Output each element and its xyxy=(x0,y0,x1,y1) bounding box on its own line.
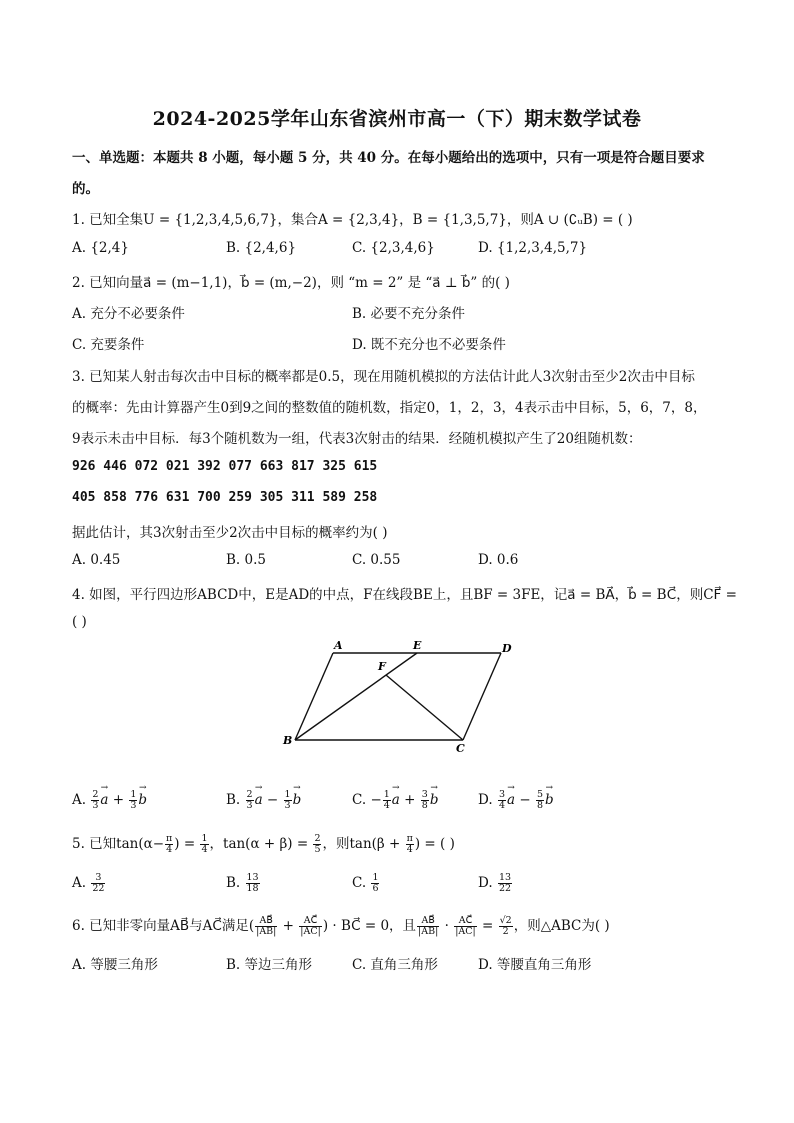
fraction: $\frac{2}{5}$ xyxy=(314,833,321,855)
fraction: $\frac{AB⃗}{|AB|}$ xyxy=(418,915,439,937)
fraction: $\frac{1}{3}$ xyxy=(130,789,137,811)
fraction: $\frac{3}{22}$ xyxy=(92,872,105,894)
q1-option-b[interactable]: B. {2,4,6} xyxy=(226,240,297,256)
q4-option-c[interactable]: C. − $\frac{1}{4}$ → a + $\frac{3}{8}$ → b xyxy=(352,790,438,811)
q6-option-a[interactable]: A. 等腰三角形 xyxy=(72,957,158,973)
q1-option-d[interactable]: D. {1,2,3,4,5,7} xyxy=(478,240,588,256)
q6-stem: 6. 已知非零向量AB⃗与AC⃗满足( $\frac{AB⃗}{|AB|}$ + $\frac{AC⃗}{|AC|}$ ) · BC⃗ = 0，且 $\frac{AB⃗}{|AB|}$ · $\frac{AC⃗}{|AC|}$ = $\frac{√2}{2}$ ，则△ABC为( ) xyxy=(72,915,610,937)
q6-option-b[interactable]: B. 等边三角形 xyxy=(226,957,313,973)
q3-random-numbers-1: 926 446 072 021 392 077 663 817 325 615 xyxy=(72,459,378,474)
fraction: $\frac{13}{22}$ xyxy=(498,872,512,894)
vector-a: → a xyxy=(100,792,108,808)
fraction: $\frac{2}{3}$ xyxy=(246,789,253,811)
q3-option-d[interactable]: D. 0.6 xyxy=(478,552,519,568)
q5-option-a[interactable]: A. $\frac{3}{22}$ xyxy=(72,872,105,894)
q2-option-d[interactable]: D. 既不充分也不必要条件 xyxy=(352,337,506,353)
fraction: $\frac{1}{6}$ xyxy=(372,872,379,894)
fraction: $\frac{AC⃗}{|AC|}$ xyxy=(300,915,321,937)
label-c: C xyxy=(456,742,465,755)
label-b: B xyxy=(283,734,293,747)
fraction: $\frac{AC⃗}{|AC|}$ xyxy=(455,915,476,937)
fraction: $\frac{1}{4}$ xyxy=(383,789,390,811)
q3-option-c[interactable]: C. 0.55 xyxy=(352,552,401,568)
edge-dc xyxy=(463,653,501,740)
q2-option-a[interactable]: A. 充分不必要条件 xyxy=(72,306,185,322)
fraction: $\frac{2}{3}$ xyxy=(92,789,99,811)
label-f: F xyxy=(378,660,386,673)
q3-random-numbers-2: 405 858 776 631 700 259 305 311 589 258 xyxy=(72,490,378,505)
fraction: $\frac{13}{18}$ xyxy=(246,872,259,894)
section-heading-line2: 的。 xyxy=(72,181,99,197)
q4-option-d[interactable]: D. $\frac{3}{4}$ → a − $\frac{5}{8}$ → b xyxy=(478,790,554,811)
q6-option-d[interactable]: D. 等腰直角三角形 xyxy=(478,957,592,973)
fraction: $\frac{\pi}{4}$ xyxy=(406,833,413,855)
q6-option-c[interactable]: C. 直角三角形 xyxy=(352,957,438,973)
fraction: $\frac{\pi}{4}$ xyxy=(166,833,173,855)
label-e: E xyxy=(413,639,422,652)
fraction: $\frac{3}{8}$ xyxy=(421,789,428,811)
page-title: 2024-2025学年山东省滨州市高一（下）期末数学试卷 xyxy=(152,108,642,130)
fraction: $\frac{AB⃗}{|AB|}$ xyxy=(256,915,277,937)
q1-option-c[interactable]: C. {2,3,4,6} xyxy=(352,240,435,256)
q3-option-a[interactable]: A. 0.45 xyxy=(72,552,121,568)
fraction: $\frac{1}{4}$ xyxy=(201,833,208,855)
q1-stem: 1. 已知全集U = {1,2,3,4,5,6,7}，集合A = {2,3,4}，B = {1,3,5,7}，则A ∪ (∁ᵤB) = ( ) xyxy=(72,212,633,228)
q4-stem-line2: ( ) xyxy=(72,614,87,630)
q3-line3: 9表示未击中目标．每3个随机数为一组，代表3次射击的结果．经随机模拟产生了20组随机数： xyxy=(72,431,642,447)
q2-option-c[interactable]: C. 充要条件 xyxy=(72,337,145,353)
q1-option-a[interactable]: A. {2,4} xyxy=(72,240,129,256)
q2-stem: 2. 已知向量a⃗ = (m−1,1)，b⃗ = (m,−2)，则 “m = 2” 是 “a⃗ ⊥ b⃗” 的( ) xyxy=(72,275,510,291)
q5-option-d[interactable]: D. $\frac{13}{22}$ xyxy=(478,872,512,894)
fraction: $\frac{5}{8}$ xyxy=(536,789,543,811)
fraction: $\frac{3}{4}$ xyxy=(498,789,505,811)
q3-line2: 的概率：先由计算器产生0到9之间的整数值的随机数，指定0，1，2，3，4表示击中目标，5，6，7，8， xyxy=(72,400,707,416)
q5-option-b[interactable]: B. $\frac{13}{18}$ xyxy=(226,872,259,894)
q4-option-a[interactable]: A. $\frac{2}{3}$ → a + $\frac{1}{3}$ → b xyxy=(72,790,147,811)
fraction: $\frac{√2}{2}$ xyxy=(499,915,512,937)
vector-a: → a xyxy=(255,792,263,808)
q2-option-b[interactable]: B. 必要不充分条件 xyxy=(352,306,466,322)
q5-option-c[interactable]: C. $\frac{1}{6}$ xyxy=(352,872,379,894)
segment-fc xyxy=(386,675,463,740)
vector-b: → b xyxy=(430,792,439,808)
q4-option-b[interactable]: B. $\frac{2}{3}$ → a − $\frac{1}{3}$ → b xyxy=(226,790,301,811)
fraction: $\frac{1}{3}$ xyxy=(284,789,291,811)
q3-question: 据此估计，其3次射击至少2次击中目标的概率约为( ) xyxy=(72,525,388,541)
q3-line1: 3. 已知某人射击每次击中目标的概率都是0.5，现在用随机模拟的方法估计此人3次射击至少2次击中目标 xyxy=(72,369,695,385)
label-a: A xyxy=(334,639,343,652)
q3-option-b[interactable]: B. 0.5 xyxy=(226,552,266,568)
vector-a: → a xyxy=(507,792,515,808)
label-d: D xyxy=(502,642,512,655)
vector-b: → b xyxy=(293,792,302,808)
vector-b: → b xyxy=(138,792,147,808)
section-heading-line1: 一、单选题：本题共 8 小题，每小题 5 分，共 40 分。在每小题给出的选项中，只有一项是符合题目要求 xyxy=(72,150,705,166)
vector-a: → a xyxy=(392,792,400,808)
q4-stem-line1: 4. 如图，平行四边形ABCD中，E是AD的中点，F在线段BE上，且BF = 3FE，记a⃗ = BA⃗，b⃗ = BC⃗，则CF⃗ = xyxy=(72,587,737,603)
vector-b: → b xyxy=(545,792,554,808)
q5-stem: 5. 已知tan(α− $\frac{\pi}{4}$ ) = $\frac{1}{4}$ ，tan(α + β) = $\frac{2}{5}$ ，则tan(β + $\frac{\pi}{4}$ ) = ( ) xyxy=(72,833,455,855)
parallelogram-figure xyxy=(280,636,530,756)
